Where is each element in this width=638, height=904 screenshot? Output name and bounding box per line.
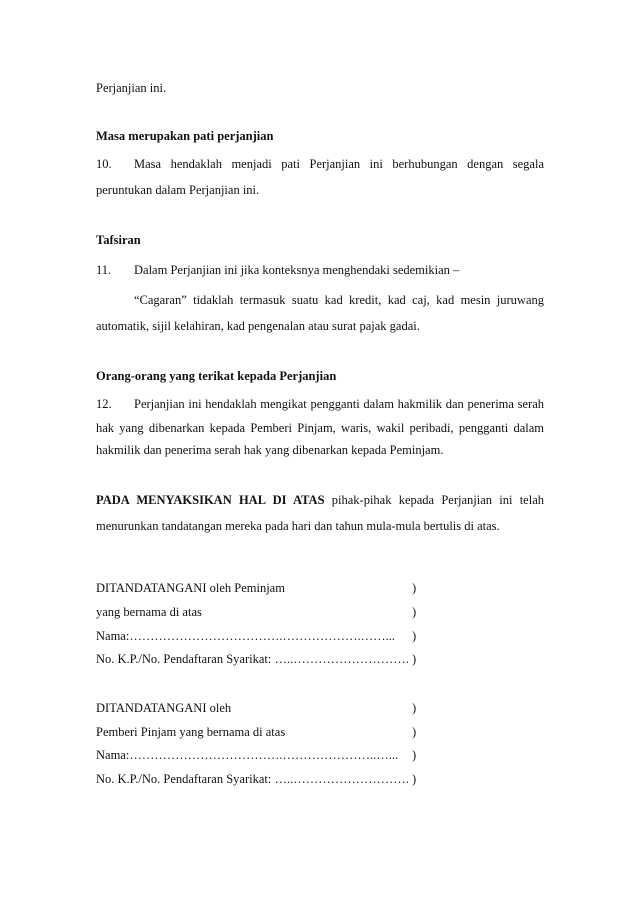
sig-peminjam-bracket-1: ) [412, 581, 417, 595]
clause-10-line-2: peruntukan dalam Perjanjian ini. [96, 183, 260, 197]
clause-11-line-1: Dalam Perjanjian ini jika konteksnya menghendaki sedemikian – [134, 263, 460, 277]
sig-peminjam-name: Nama:……………………………….……………….……... [96, 629, 395, 643]
sig-pemberi-line-1: DITANDATANGANI oleh [96, 701, 232, 715]
intro-line: Perjanjian ini. [96, 81, 167, 95]
sig-peminjam-bracket-2: ) [412, 605, 417, 619]
clause-11-number: 11. [96, 263, 112, 277]
witness-bold: PADA MENYAKSIKAN HAL DI ATAS [96, 493, 325, 507]
witness-line-2: menurunkan tandatangan mereka pada hari dan tahun mula-mula bertulis di atas. [96, 519, 500, 533]
clause-12-number: 12. [96, 397, 112, 411]
heading-orang: Orang-orang yang terikat kepada Perjanjian [96, 369, 337, 383]
sig-pemberi-id: No. K.P./No. Pendaftaran Syarikat: …..………………………. [96, 772, 409, 786]
sig-peminjam-bracket-3: ) [412, 629, 417, 643]
sig-pemberi-bracket-2: ) [412, 725, 417, 739]
sig-peminjam-line-2: yang bernama di atas [96, 605, 202, 619]
witness-line-1 [96, 492, 544, 508]
sig-peminjam-id: No. K.P./No. Pendaftaran Syarikat: …..………………………. [96, 652, 409, 666]
sig-pemberi-line-2: Pemberi Pinjam yang bernama di atas [96, 725, 286, 739]
clause-12-line-3: hakmilik dan penerima serah hak yang dibenarkan kepada Peminjam. [96, 443, 444, 457]
clause-12-line-2: hak yang dibenarkan kepada Pemberi Pinjam, waris, wakil peribadi, pengganti dalam [96, 421, 544, 435]
heading-masa: Masa merupakan pati perjanjian [96, 129, 274, 143]
clause-10-line-1: Masa hendaklah menjadi pati Perjanjian ini berhubungan dengan segala [134, 157, 544, 171]
heading-tafsiran: Tafsiran [96, 233, 141, 247]
clause-10-number: 10. [96, 157, 112, 171]
clause-12-line-1: Perjanjian ini hendaklah mengikat pengganti dalam hakmilik dan penerima serah [134, 397, 544, 411]
clause-11-line-3: automatik, sijil kelahiran, kad pengenalan atau surat pajak gadai. [96, 319, 420, 333]
clause-11-line-2: “Cagaran” tidaklah termasuk suatu kad kredit, kad caj, kad mesin juruwang [134, 293, 544, 307]
sig-pemberi-name: Nama:……………………………….…………………..…... [96, 748, 399, 762]
sig-pemberi-bracket-1: ) [412, 701, 417, 715]
sig-pemberi-bracket-3: ) [412, 748, 417, 762]
sig-pemberi-bracket-4: ) [412, 772, 417, 786]
witness-rest: pihak-pihak kepada Perjanjian ini telah [324, 493, 544, 507]
sig-peminjam-bracket-4: ) [412, 652, 417, 666]
sig-peminjam-line-1: DITANDATANGANI oleh Peminjam [96, 581, 285, 595]
